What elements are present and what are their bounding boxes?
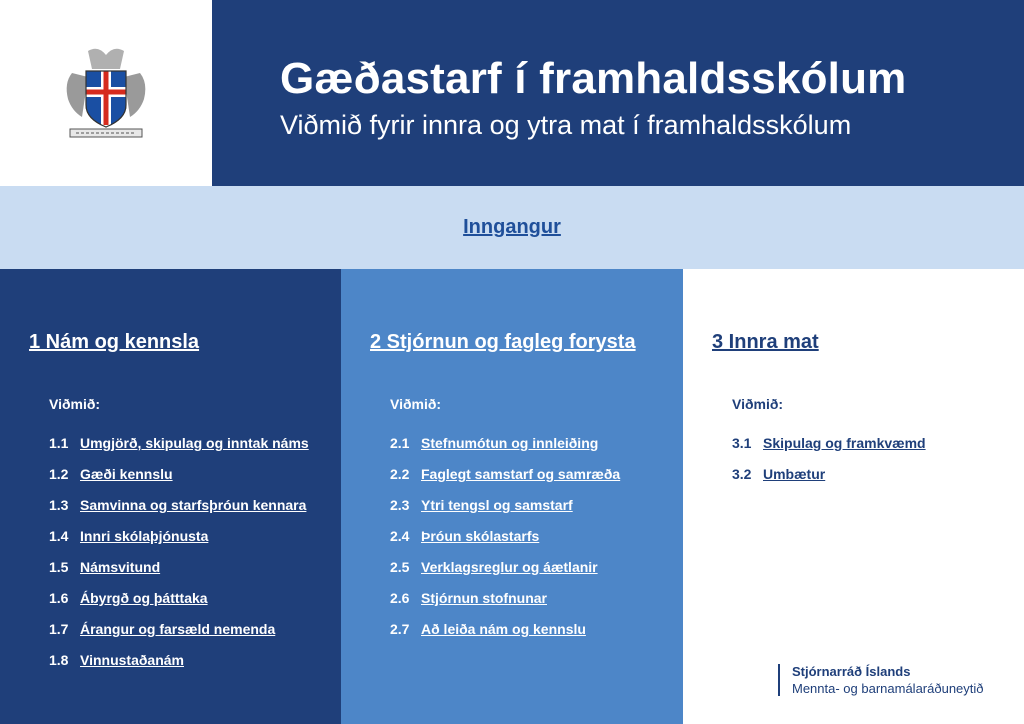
intro-link[interactable]: Inngangur: [463, 216, 561, 238]
header: [212, 0, 1024, 186]
criteria-link[interactable]: 1.1 Umgjörð, skipulag og inntak náms: [49, 435, 309, 451]
coat-of-arms-icon: [58, 43, 154, 143]
criteria-link[interactable]: 2.5 Verklagsreglur og áætlanir: [390, 559, 598, 575]
intro-band: [0, 186, 1024, 269]
criteria-link[interactable]: 2.7 Að leiða nám og kennslu: [390, 621, 586, 637]
criteria-list: [390, 435, 620, 652]
footer-ministry: [778, 664, 984, 696]
criteria-link[interactable]: 1.5 Námsvitund: [49, 559, 161, 575]
column-title-link[interactable]: 2 Stjórnun og fagleg forysta: [370, 331, 636, 353]
criteria-link[interactable]: 1.8 Vinnustaðanám: [49, 652, 184, 668]
column-stjornun: [341, 269, 683, 724]
criteria-link[interactable]: 2.2 Faglegt samstarf og samræða: [390, 466, 621, 482]
criteria-link[interactable]: 2.4 Þróun skólastarfs: [390, 528, 540, 544]
logo-box: [0, 0, 212, 186]
criteria-link[interactable]: 1.6 Ábyrgð og þátttaka: [49, 590, 208, 606]
criteria-link[interactable]: 3.2 Umbætur: [732, 466, 826, 482]
page-title: Gæðastarf í framhaldsskólum: [280, 54, 907, 103]
footer-line-1: Stjórnarráð Íslands: [792, 664, 911, 679]
column-innra-mat: [683, 269, 1024, 724]
criteria-link[interactable]: 2.6 Stjórnun stofnunar: [390, 590, 547, 606]
criteria-link[interactable]: 3.1 Skipulag og framkvæmd: [732, 435, 926, 451]
criteria-label: Viðmið:: [390, 396, 442, 412]
column-title-link[interactable]: 3 Innra mat: [712, 331, 819, 353]
criteria-label: Viðmið:: [49, 396, 101, 412]
criteria-list: [732, 435, 926, 497]
criteria-link[interactable]: 2.1 Stefnumótun og innleiðing: [390, 435, 599, 451]
criteria-link[interactable]: 1.4 Innri skólaþjónusta: [49, 528, 209, 544]
footer-line-2: Mennta- og barnamálaráðuneytið: [792, 681, 984, 696]
criteria-link[interactable]: 1.2 Gæði kennslu: [49, 466, 173, 482]
page-subtitle: Viðmið fyrir innra og ytra mat í framhaldsskólum: [280, 110, 852, 140]
criteria-link[interactable]: 2.3 Ytri tengsl og samstarf: [390, 497, 573, 513]
criteria-link[interactable]: 1.3 Samvinna og starfsþróun kennara: [49, 497, 307, 513]
criteria-label: Viðmið:: [732, 396, 784, 412]
column-nam-og-kennsla: [0, 269, 341, 724]
column-title-link[interactable]: 1 Nám og kennsla: [29, 331, 200, 353]
criteria-link[interactable]: 1.7 Árangur og farsæld nemenda: [49, 621, 276, 637]
criteria-list: [49, 435, 309, 683]
